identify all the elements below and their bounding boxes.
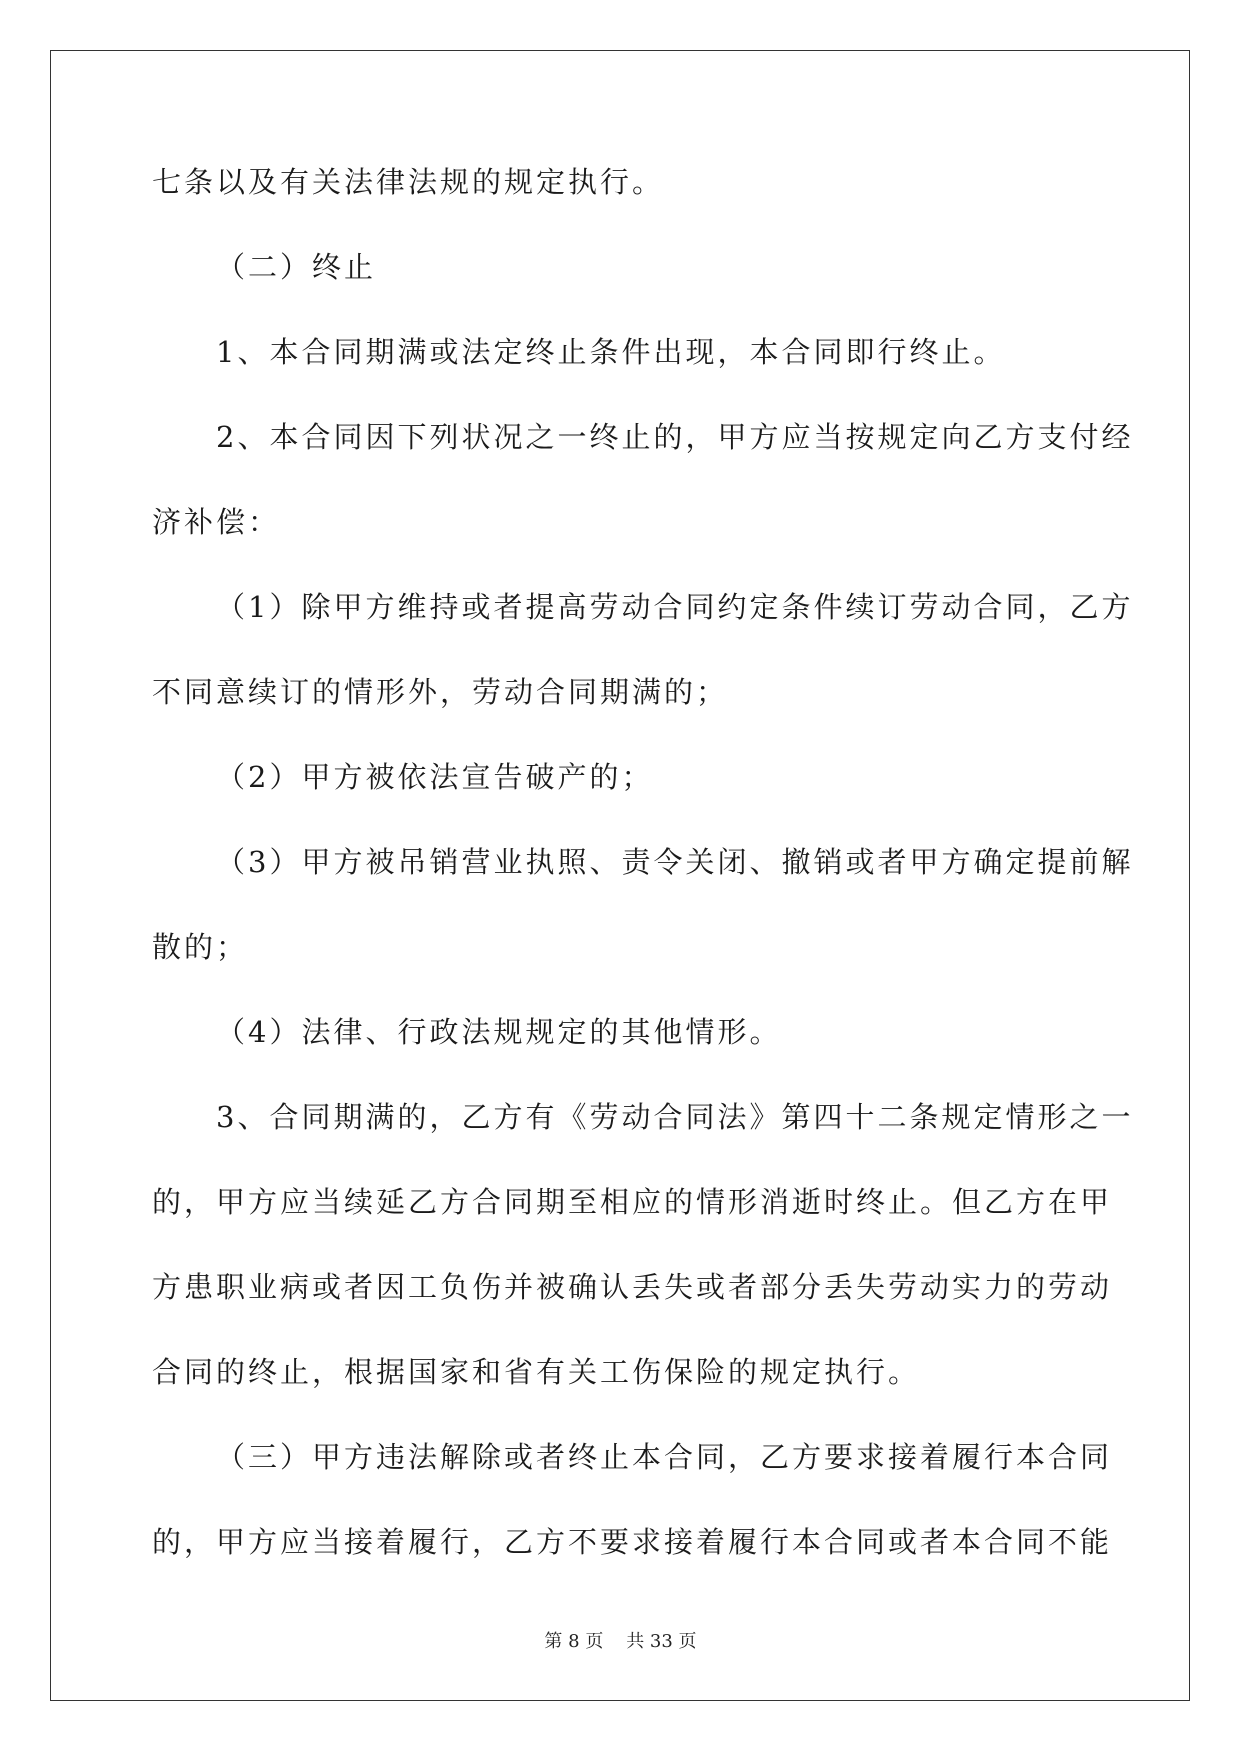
paragraph-line: 方患职业病或者因工负伤并被确认丢失或者部分丢失劳动实力的劳动 bbox=[152, 1270, 1113, 1304]
page-footer bbox=[0, 1627, 1241, 1653]
document-body bbox=[152, 157, 1134, 1602]
paragraph-line: 3、合同期满的，乙方有《劳动合同法》第四十二条规定情形之一 bbox=[216, 1100, 1134, 1134]
paragraph-line: 济补偿： bbox=[152, 505, 281, 539]
paragraph-line: （4）法律、行政法规规定的其他情形。 bbox=[216, 1015, 782, 1049]
paragraph-line: 不同意续订的情形外，劳动合同期满的； bbox=[152, 675, 729, 709]
paragraph-line: 散的； bbox=[152, 930, 249, 964]
paragraph-line: （二）终止 bbox=[216, 250, 377, 284]
page-number-label: 第 8 页 共 33 页 bbox=[544, 1631, 697, 1652]
paragraph-line: 的，甲方应当续延乙方合同期至相应的情形消逝时终止。但乙方在甲 bbox=[152, 1185, 1113, 1219]
paragraph-line: （2）甲方被依法宣告破产的； bbox=[216, 760, 654, 794]
paragraph-line: （1）除甲方维持或者提高劳动合同约定条件续订劳动合同，乙方 bbox=[216, 590, 1134, 624]
paragraph-line: 1、本合同期满或法定终止条件出现，本合同即行终止。 bbox=[216, 335, 1006, 369]
paragraph-line: 2、本合同因下列状况之一终止的，甲方应当按规定向乙方支付经 bbox=[216, 420, 1134, 454]
paragraph-line: 的，甲方应当接着履行，乙方不要求接着履行本合同或者本合同不能 bbox=[152, 1525, 1113, 1559]
paragraph-line: （三）甲方违法解除或者终止本合同，乙方要求接着履行本合同 bbox=[216, 1440, 1113, 1474]
paragraph-line: （3）甲方被吊销营业执照、责令关闭、撤销或者甲方确定提前解 bbox=[216, 845, 1134, 879]
paragraph-line: 七条以及有关法律法规的规定执行。 bbox=[152, 165, 665, 199]
paragraph-line: 合同的终止，根据国家和省有关工伤保险的规定执行。 bbox=[152, 1355, 921, 1389]
